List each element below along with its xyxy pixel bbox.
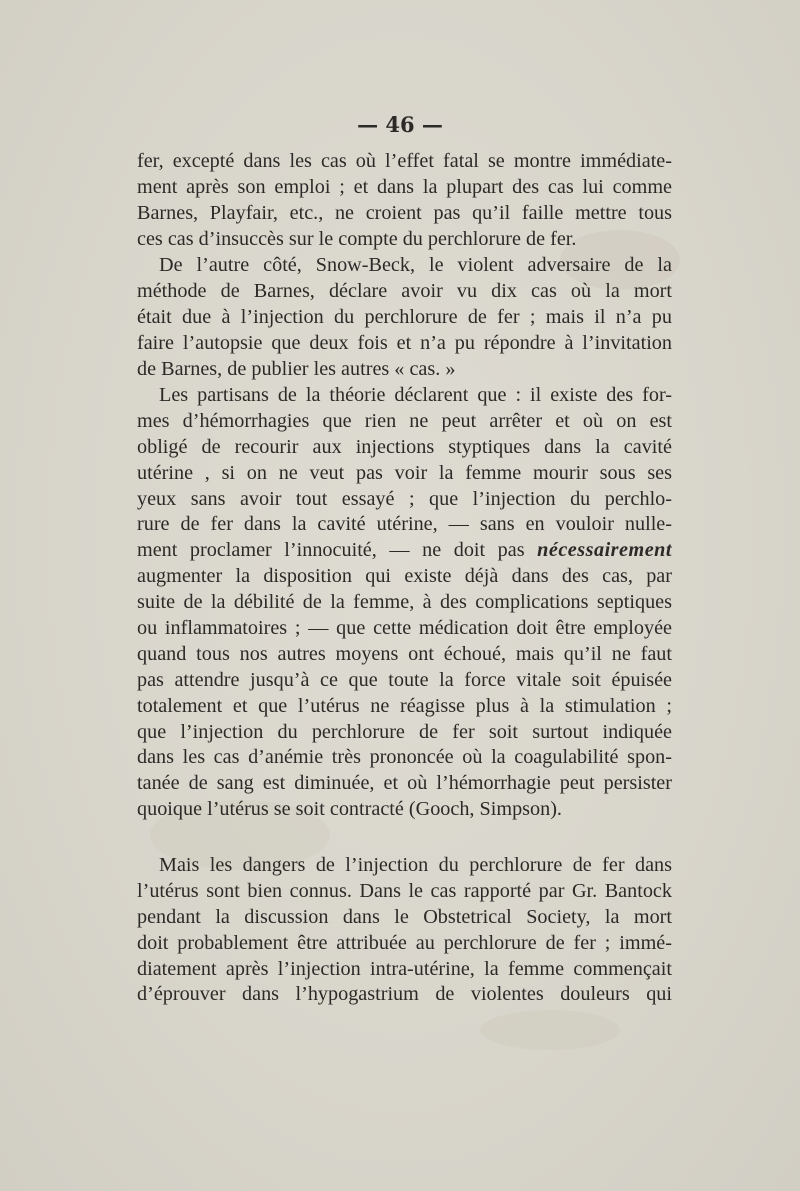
paragraph-4 [137,853,672,1008]
text-line: l’utérus sont bien connus. Dans le cas rapporté par Gr. Bantock [137,879,672,902]
paper-stain [480,1010,620,1050]
text-line: d’éprouver dans l’hypogastrium de violentes douleurs qui [137,983,672,1006]
text-line: ou inflammatoires ; — que cette médication doit être employée [137,617,672,640]
page-number: — 46 — [357,112,443,137]
text-line: Les partisans de la théorie déclarent que : il existe des for- [159,384,672,406]
text-line: totalement et que l’utérus ne réagisse plus à la stimulation ; [137,694,672,717]
text-line: ment après son emploi ; et dans la plupart des cas lui comme [137,175,672,198]
emphasized-word: nécessairement [537,539,672,562]
text-line: quand tous nos autres moyens ont échoué, mais qu’il ne faut [137,642,672,665]
text-line: diatement après l’injection intra-utérine, la femme commençait [137,957,672,980]
text-line: augmenter la disposition qui existe déjà dans des cas, par [137,565,672,588]
text-line: rure de fer dans la cavité utérine, — sans en vouloir nulle- [137,513,672,536]
text-line: méthode de Barnes, déclare avoir vu dix cas où la mort [137,279,672,302]
text-line: ces cas d’insuccès sur le compte du perchlorure de fer. [137,227,577,250]
text-line: De l’autre côté, Snow-Beck, le violent adversaire de la [159,254,672,276]
text-line: obligé de recourir aux injections styptiques dans la cavité [137,435,672,458]
text-line: faire l’autopsie que deux fois et n’a pu répondre à l’invitation [137,331,672,354]
text-line: Mais les dangers de l’injection du perchlorure de fer dans [159,854,672,876]
text-line: utérine , si on ne veut pas voir la femme mourir sous ses [137,461,672,484]
text-line: était due à l’injection du perchlorure de fer ; mais il n’a pu [137,305,672,328]
paragraph-1 [137,149,672,253]
text-line: doit probablement être attribuée au perchlorure de fer ; immé- [137,931,672,954]
paragraph-2 [137,253,672,382]
text-line: que l’injection du perchlorure de fer soit surtout indiquée [137,720,672,743]
paragraph-3 [137,383,672,823]
text-line: yeux sans avoir tout essayé ; que l’injection du perchlo- [137,487,672,510]
text-line: mes d’hémorrhagies que rien ne peut arrêter et où on est [137,409,672,432]
text-line: Barnes, Playfair, etc., ne croient pas qu’il faille mettre tous [137,201,672,224]
text-line: tanée de sang est diminuée, et où l’hémorrhagie peut persister [137,772,672,795]
text-line: suite de la débilité de la femme, à des complications septiques [137,591,672,614]
text-segment: ment proclamer l’innocuité, — ne doit pas [137,539,538,562]
text-line: pendant la discussion dans le Obstetrical Society, la mort [137,905,672,928]
text-line: pas attendre jusqu’à ce que toute la force vitale soit épuisée [137,668,672,691]
text-line: fer, excepté dans les cas où l’effet fatal se montre immédiate- [137,150,672,172]
text-line: quoique l’utérus se soit contracté (Gooch, Simpson). [137,798,562,821]
text-line-with-emphasis [137,538,672,564]
text-line: dans les cas d’anémie très prononcée où la coagulabilité spon- [137,746,672,769]
text-line: de Barnes, de publier les autres « cas. » [137,357,456,380]
